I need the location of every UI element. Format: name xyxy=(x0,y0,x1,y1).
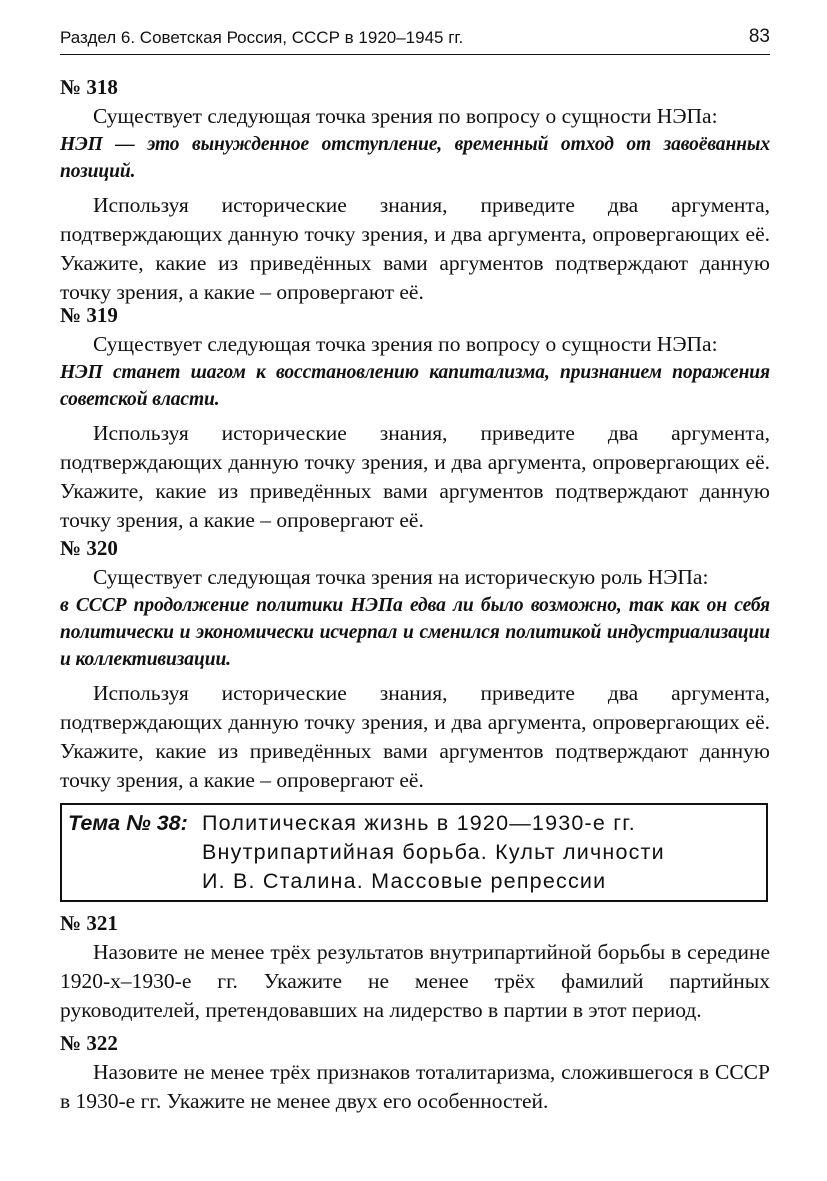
theme-box xyxy=(60,803,768,902)
task-intro: Существует следующая точка зрения на историческую роль НЭПа: xyxy=(93,565,709,589)
task-322 xyxy=(60,1028,770,1116)
task-number: № 321 xyxy=(60,911,118,935)
section-title: Раздел 6. Советская Россия, СССР в 1920–1945 гг. xyxy=(60,28,464,47)
theme-title-line-3: И. В. Сталина. Массовые репрессии xyxy=(202,869,607,893)
task-number: № 322 xyxy=(60,1031,118,1055)
page-number: 83 xyxy=(748,26,770,47)
task-instruction: Используя исторические знания, приведите два аргумента, подтверждающих данную точку зрения, и два аргумента, опровергающих её. Укажите, какие из приведённых вами аргументов подтверждают данную точку зрения, а какие – опровергают её. xyxy=(60,193,770,304)
task-instruction: Используя исторические знания, приведите два аргумента, подтверждающих данную точку зрения, и два аргумента, опровергающих её. Укажите, какие из приведённых вами аргументов подтверждают данную точку зрения, а какие – опровергают её. xyxy=(60,421,770,532)
task-instruction: Используя исторические знания, приведите два аргумента, подтверждающих данную точку зрения, и два аргумента, опровергающих её. Укажите, какие из приведённых вами аргументов подтверждают данную точку зрения, а какие – опровергают её. xyxy=(60,681,770,792)
theme-label: Тема № 38: xyxy=(68,811,188,835)
task-text: Назовите не менее трёх результатов внутрипартийной борьбы в середине 1920-х–1930-е гг. Укажите не менее трёх фамилий партийных руководителей, претендовавших на лидерство в партии в этот период. xyxy=(60,940,770,1022)
task-intro: Существует следующая точка зрения по вопросу о сущности НЭПа: xyxy=(93,332,718,356)
task-intro: Существует следующая точка зрения по вопросу о сущности НЭПа: xyxy=(93,104,718,128)
task-quote: НЭП станет шагом к восстановлению капитализма, признанием поражения советской власти. xyxy=(60,362,770,410)
task-number: № 320 xyxy=(60,536,118,560)
task-number: № 318 xyxy=(60,75,118,99)
task-number: № 319 xyxy=(60,303,118,327)
task-quote: НЭП — это вынужденное отступление, временный отход от завоёванных позиций. xyxy=(60,134,770,182)
task-320 xyxy=(60,533,770,795)
theme-title-line-1: Политическая жизнь в 1920—1930-е гг. xyxy=(202,811,636,835)
task-319 xyxy=(60,300,770,535)
theme-title-line-2: Внутрипартийная борьба. Культ личности xyxy=(202,840,665,864)
task-text: Назовите не менее трёх признаков тоталитаризма, сложившегося в СССР в 1930-е гг. Укажите не менее двух его особенностей. xyxy=(60,1060,770,1113)
task-quote: в СССР продолжение политики НЭПа едва ли было возможно, так как он себя политически и экономически исчерпал и сменился политикой индустриализации и коллективизации. xyxy=(60,595,770,670)
task-321 xyxy=(60,908,770,1025)
task-318 xyxy=(60,72,770,307)
running-header xyxy=(60,24,770,55)
